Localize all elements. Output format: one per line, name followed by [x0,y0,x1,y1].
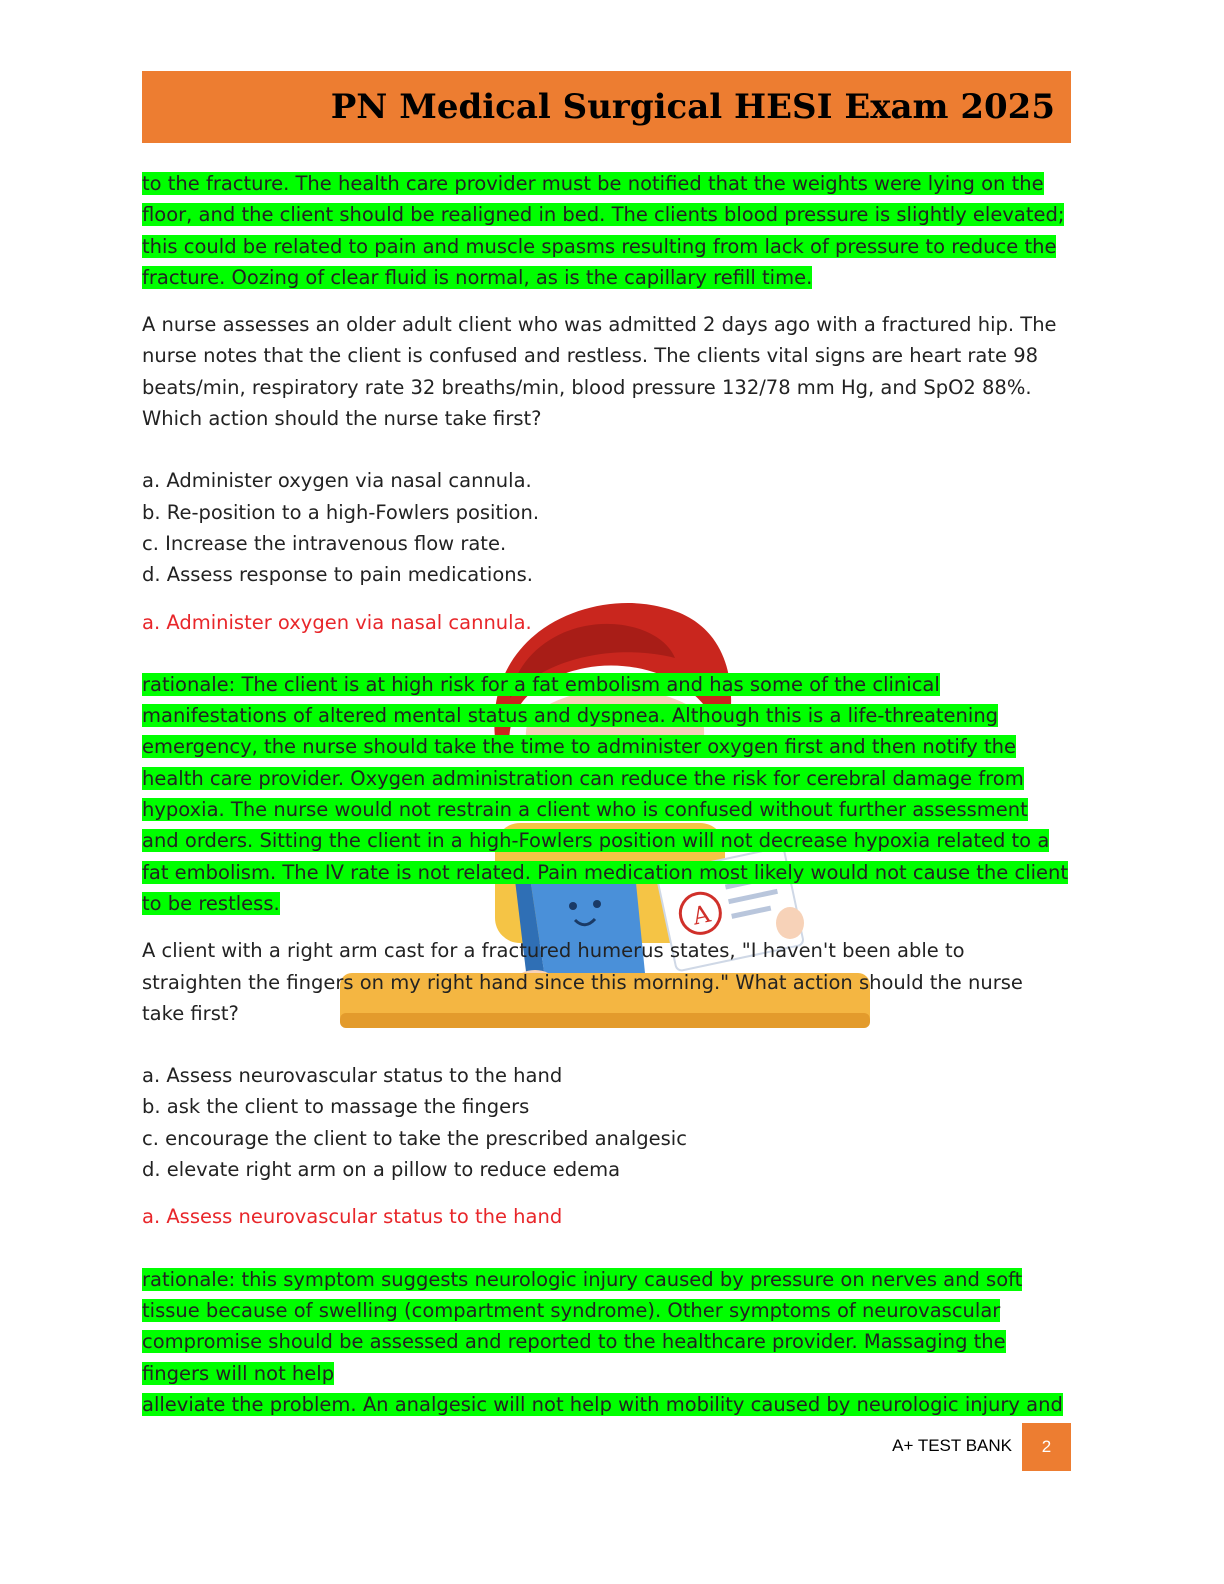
question-1-options [142,465,1077,590]
option-item: a. Assess neurovascular status to the hand [142,1064,563,1088]
question-2-stem [142,935,1077,1029]
text-line: straighten the fingers on my right hand since this morning." What action should the nurse [142,970,1023,994]
text-line: compromise should be assessed and reported to the healthcare provider. Massaging the [142,1330,1006,1354]
text-line: fracture. Oozing of clear fluid is normal, as is the capillary refill time. [142,265,813,289]
text-line: fingers will not help [142,1361,335,1385]
text-line: rationale: The client is at high risk for a fat embolism and has some of the clinical [142,672,940,696]
option-item: b. Re-position to a high-Fowlers position. [142,500,540,524]
question-1-stem [142,309,1077,434]
question-1-rationale [142,669,1077,919]
page-content [142,168,1077,1420]
text-line: nurse notes that the client is confused and restless. The clients vital signs are heart rate 98 [142,344,1039,368]
option-item: c. encourage the client to take the prescribed analgesic [142,1126,687,1150]
option-item: d. elevate right arm on a pillow to reduce edema [142,1158,621,1182]
option-item: a. Administer oxygen via nasal cannula. [142,469,532,493]
text-line: A client with a right arm cast for a fractured humerus states, "I haven't been able to [142,939,965,963]
text-line: rationale: this symptom suggests neurologic injury caused by pressure on nerves and soft [142,1267,1023,1291]
text-line: tissue because of swelling (compartment syndrome). Other symptoms of neurovascular [142,1298,1001,1322]
svg-text:A: A [690,899,713,931]
option-item: b. ask the client to massage the fingers [142,1095,530,1119]
page-title: PN Medical Surgical HESI Exam 2025 [330,87,1055,127]
question-2-options [142,1060,1077,1185]
text-line: to be restless. [142,891,280,915]
text-line: to the fracture. The health care provider must be notified that the weights were lying on the [142,172,1044,195]
continuation-rationale [142,168,1077,293]
text-line: and orders. Sitting the client in a high-Fowlers position will not decrease hypoxia related to a [142,829,1050,853]
text-line: floor, and the client should be realigned in bed. The clients blood pressure is slightly elevated; [142,203,1065,227]
text-line: emergency, the nurse should take the time to administer oxygen first and then notify the [142,735,1017,759]
page-number: 2 [1022,1423,1071,1471]
text-line: Which action should the nurse take first? [142,407,542,431]
text-line: take first? [142,1001,239,1025]
question-1-answer: a. Administer oxygen via nasal cannula. [142,610,532,634]
text-line: health care provider. Oxygen administration can reduce the risk for cerebral damage from [142,766,1024,790]
option-item: c. Increase the intravenous flow rate. [142,531,507,555]
text-line: alleviate the problem. An analgesic will not help with mobility caused by neurologic injury and [142,1392,1063,1416]
text-line: hypoxia. The nurse would not restrain a client who is confused without further assessment [142,798,1028,822]
question-2-answer: a. Assess neurovascular status to the hand [142,1205,563,1229]
text-line: fat embolism. The IV rate is not related. Pain medication most likely would not cause the client [142,860,1069,884]
text-line: beats/min, respiratory rate 32 breaths/min, blood pressure 132/78 mm Hg, and SpO2 88%. [142,375,1032,399]
text-line: A nurse assesses an older adult client who was admitted 2 days ago with a fractured hip. The [142,313,1057,337]
footer-label: A+ TEST BANK [892,1436,1012,1455]
text-line: manifestations of altered mental status and dyspnea. Although this is a life-threatening [142,704,999,728]
option-item: d. Assess response to pain medications. [142,563,533,587]
text-line: this could be related to pain and muscle spasms resulting from lack of pressure to reduce the [142,234,1057,258]
header-band [142,71,1071,143]
question-2-rationale [142,1264,1077,1420]
